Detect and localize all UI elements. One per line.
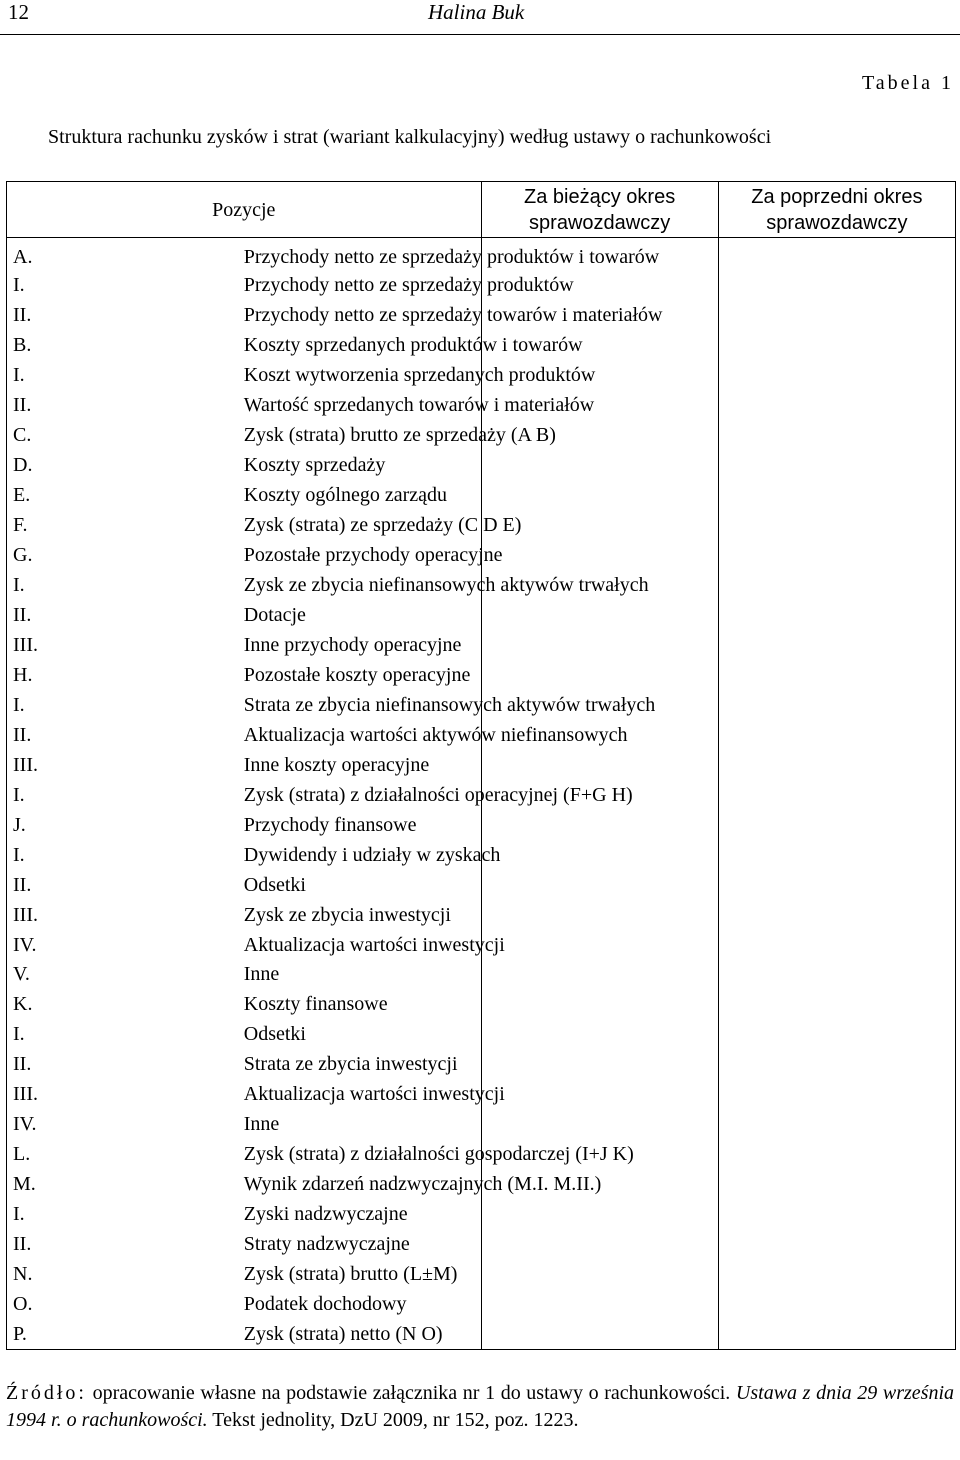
source-act-title: Ustawa z dnia 29 września 1994 r. o rachunkowości.: [6, 1382, 954, 1431]
running-header: [0, 0, 960, 35]
row-current-value: [481, 1259, 718, 1289]
table-row: [7, 1079, 956, 1109]
row-code: II.: [7, 390, 244, 420]
row-current-value: [481, 1049, 718, 1079]
row-label: Dotacje: [244, 600, 481, 630]
table-row: [7, 1109, 956, 1139]
row-current-value: [481, 960, 718, 990]
table-row: [7, 360, 956, 390]
table-row: [7, 510, 956, 540]
row-code: K.: [7, 989, 244, 1019]
row-label: Przychody netto ze sprzedaży towarów i materiałów: [244, 300, 481, 330]
row-code: N.: [7, 1259, 244, 1289]
header-previous-period: [718, 182, 955, 238]
row-current-value: [481, 630, 718, 660]
row-label: Przychody netto ze sprzedaży produktów i towarów: [244, 238, 481, 271]
row-label: Inne koszty operacyjne: [244, 750, 481, 780]
table-row: [7, 570, 956, 600]
row-code: C.: [7, 420, 244, 450]
row-previous-value: [718, 600, 955, 630]
table-row: [7, 300, 956, 330]
row-previous-value: [718, 1049, 955, 1079]
row-previous-value: [718, 870, 955, 900]
row-current-value: [481, 870, 718, 900]
row-label: Wynik zdarzeń nadzwyczajnych (M.I. M.II.): [244, 1169, 481, 1199]
table-label: Tabela 1: [861, 72, 954, 94]
row-previous-value: [718, 780, 955, 810]
row-code: I.: [7, 570, 244, 600]
row-previous-value: [718, 330, 955, 360]
row-previous-value: [718, 900, 955, 930]
row-code: I.: [7, 840, 244, 870]
row-previous-value: [718, 420, 955, 450]
source-note: [6, 1380, 954, 1434]
row-code: V.: [7, 960, 244, 990]
table-row: [7, 450, 956, 480]
row-code: I.: [7, 270, 244, 300]
row-current-value: [481, 810, 718, 840]
table-row: [7, 840, 956, 870]
row-label: Zyski nadzwyczajne: [244, 1199, 481, 1229]
row-current-value: [481, 989, 718, 1019]
row-code: D.: [7, 450, 244, 480]
row-label: Straty nadzwyczajne: [244, 1229, 481, 1259]
row-label: Inne: [244, 1109, 481, 1139]
row-current-value: [481, 1079, 718, 1109]
row-label: Wartość sprzedanych towarów i materiałów: [244, 390, 481, 420]
table-row: [7, 1229, 956, 1259]
row-label: Podatek dochodowy: [244, 1289, 481, 1319]
table-row: [7, 810, 956, 840]
row-current-value: [481, 930, 718, 960]
row-previous-value: [718, 750, 955, 780]
row-previous-value: [718, 1229, 955, 1259]
table-row: [7, 330, 956, 360]
table-row: [7, 1019, 956, 1049]
row-label: Zysk (strata) ze sprzedaży (C D E): [244, 510, 481, 540]
page-number: 12: [8, 0, 29, 24]
row-current-value: [481, 750, 718, 780]
header-current-period: [481, 182, 718, 238]
row-label: Koszty sprzedaży: [244, 450, 481, 480]
row-label: Odsetki: [244, 870, 481, 900]
table-row: [7, 960, 956, 990]
table-header-row: [7, 182, 956, 238]
row-label: Odsetki: [244, 1019, 481, 1049]
table-row: [7, 930, 956, 960]
table-row: [7, 600, 956, 630]
row-label: Przychody finansowe: [244, 810, 481, 840]
row-code: I.: [7, 360, 244, 390]
row-current-value: [481, 1289, 718, 1319]
row-code: II.: [7, 600, 244, 630]
table-row: [7, 720, 956, 750]
table-row: [7, 690, 956, 720]
row-previous-value: [718, 1019, 955, 1049]
row-current-value: [481, 450, 718, 480]
row-current-value: [481, 1019, 718, 1049]
row-label: Pozostałe koszty operacyjne: [244, 660, 481, 690]
row-label: Przychody netto ze sprzedaży produktów: [244, 270, 481, 300]
row-current-value: [481, 840, 718, 870]
row-label: Strata ze zbycia niefinansowych aktywów trwałych: [244, 690, 481, 720]
table-row: [7, 1049, 956, 1079]
row-code: IV.: [7, 1109, 244, 1139]
table-row: [7, 238, 956, 271]
row-code: A.: [7, 238, 244, 271]
row-current-value: [481, 1199, 718, 1229]
row-current-value: [481, 600, 718, 630]
row-label: Zysk (strata) brutto ze sprzedaży (A B): [244, 420, 481, 450]
header-current-line2: sprawozdawczy: [529, 211, 671, 234]
table-row: [7, 780, 956, 810]
row-code: IV.: [7, 930, 244, 960]
row-previous-value: [718, 1289, 955, 1319]
row-label: Inne: [244, 960, 481, 990]
row-previous-value: [718, 238, 955, 271]
row-code: III.: [7, 900, 244, 930]
row-previous-value: [718, 840, 955, 870]
table-row: [7, 1289, 956, 1319]
row-previous-value: [718, 630, 955, 660]
row-current-value: [481, 480, 718, 510]
table-row: [7, 480, 956, 510]
row-previous-value: [718, 390, 955, 420]
row-previous-value: [718, 270, 955, 300]
row-code: L.: [7, 1139, 244, 1169]
header-previous-line1: Za poprzedni okres: [751, 185, 923, 208]
source-citation: Tekst jednolity, DzU 2009, nr 152, poz. 1223.: [207, 1409, 579, 1431]
row-current-value: [481, 1319, 718, 1349]
row-previous-value: [718, 510, 955, 540]
row-code: H.: [7, 660, 244, 690]
row-previous-value: [718, 989, 955, 1019]
table-row: [7, 630, 956, 660]
header-positions: Pozycje: [7, 182, 482, 238]
row-current-value: [481, 660, 718, 690]
row-label: Zysk (strata) brutto (L±M): [244, 1259, 481, 1289]
row-previous-value: [718, 1319, 955, 1349]
row-code: II.: [7, 1049, 244, 1079]
row-previous-value: [718, 360, 955, 390]
row-previous-value: [718, 960, 955, 990]
row-code: II.: [7, 720, 244, 750]
row-code: E.: [7, 480, 244, 510]
row-label: Koszty sprzedanych produktów i towarów: [244, 330, 481, 360]
row-code: O.: [7, 1289, 244, 1319]
row-previous-value: [718, 450, 955, 480]
row-code: I.: [7, 1199, 244, 1229]
row-label: Aktualizacja wartości aktywów niefinansowych: [244, 720, 481, 750]
row-previous-value: [718, 480, 955, 510]
table-row: [7, 1319, 956, 1349]
table-row: [7, 900, 956, 930]
row-code: III.: [7, 750, 244, 780]
table-row: [7, 420, 956, 450]
header-current-line1: Za bieżący okres: [524, 185, 676, 208]
row-label: Koszty ogólnego zarządu: [244, 480, 481, 510]
row-previous-value: [718, 570, 955, 600]
row-label: Aktualizacja wartości inwestycji: [244, 930, 481, 960]
row-label: Zysk ze zbycia inwestycji: [244, 900, 481, 930]
row-code: I.: [7, 780, 244, 810]
table-title: Struktura rachunku zysków i strat (wariant kalkulacyjny) według ustawy o rachunkowości: [48, 126, 772, 148]
row-label: Koszty finansowe: [244, 989, 481, 1019]
row-label: Zysk (strata) z działalności operacyjnej (F+G H): [244, 780, 481, 810]
row-code: III.: [7, 630, 244, 660]
row-code: I.: [7, 1019, 244, 1049]
table-row: [7, 989, 956, 1019]
row-previous-value: [718, 930, 955, 960]
row-current-value: [481, 1229, 718, 1259]
source-label: Źródło:: [6, 1382, 87, 1404]
row-label: Zysk (strata) z działalności gospodarczej (I+J K): [244, 1139, 481, 1169]
table-row: [7, 1199, 956, 1229]
row-code: G.: [7, 540, 244, 570]
row-current-value: [481, 1109, 718, 1139]
row-previous-value: [718, 660, 955, 690]
row-code: F.: [7, 510, 244, 540]
table-row: [7, 750, 956, 780]
row-previous-value: [718, 690, 955, 720]
header-previous-line2: sprawozdawczy: [766, 211, 908, 234]
row-previous-value: [718, 1199, 955, 1229]
row-label: Strata ze zbycia inwestycji: [244, 1049, 481, 1079]
row-current-value: [481, 540, 718, 570]
row-code: III.: [7, 1079, 244, 1109]
row-label: Dywidendy i udziały w zyskach: [244, 840, 481, 870]
row-code: J.: [7, 810, 244, 840]
row-label: Pozostałe przychody operacyjne: [244, 540, 481, 570]
table-row: [7, 660, 956, 690]
row-code: I.: [7, 690, 244, 720]
row-label: Aktualizacja wartości inwestycji: [244, 1079, 481, 1109]
table-row: [7, 390, 956, 420]
row-label: Inne przychody operacyjne: [244, 630, 481, 660]
row-previous-value: [718, 1169, 955, 1199]
row-previous-value: [718, 300, 955, 330]
row-label: Zysk ze zbycia niefinansowych aktywów trwałych: [244, 570, 481, 600]
table-row: [7, 1139, 956, 1169]
row-label: Zysk (strata) netto (N O): [244, 1319, 481, 1349]
table-row: [7, 270, 956, 300]
row-code: II.: [7, 300, 244, 330]
table-row: [7, 1259, 956, 1289]
row-current-value: [481, 900, 718, 930]
row-previous-value: [718, 1139, 955, 1169]
table-row: [7, 540, 956, 570]
running-author: Halina Buk: [428, 0, 525, 24]
row-code: M.: [7, 1169, 244, 1199]
row-previous-value: [718, 540, 955, 570]
row-code: B.: [7, 330, 244, 360]
row-previous-value: [718, 1079, 955, 1109]
table-row: [7, 870, 956, 900]
income-statement-table: [6, 181, 956, 1350]
row-label: Koszt wytworzenia sprzedanych produktów: [244, 360, 481, 390]
row-code: P.: [7, 1319, 244, 1349]
row-previous-value: [718, 1259, 955, 1289]
row-previous-value: [718, 720, 955, 750]
row-previous-value: [718, 810, 955, 840]
table-row: [7, 1169, 956, 1199]
source-text: opracowanie własne na podstawie załącznika nr 1 do ustawy o rachunkowości.: [87, 1382, 736, 1404]
row-code: II.: [7, 1229, 244, 1259]
row-code: II.: [7, 870, 244, 900]
table-body: [7, 238, 956, 1350]
row-previous-value: [718, 1109, 955, 1139]
